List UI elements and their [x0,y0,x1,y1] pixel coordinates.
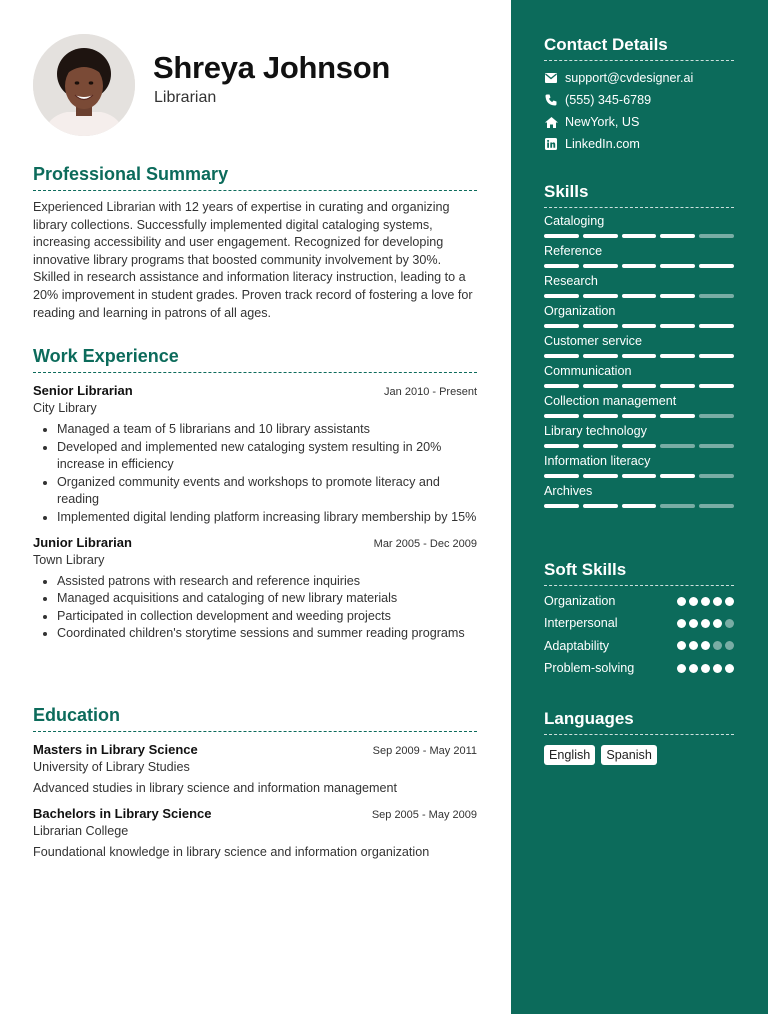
skill-level-segment [660,294,695,298]
rating-dot [701,597,710,606]
skill-level-segment [544,234,579,238]
soft-skills-list [544,590,734,679]
education-description: Foundational knowledge in library science and information organization [33,845,430,859]
skill-item [544,334,734,358]
skill-name: Organization [544,304,616,318]
skill-level-segment [583,384,618,388]
skill-name: Library technology [544,424,647,438]
rating-dot [701,641,710,650]
skill-level-segment [660,444,695,448]
skill-level-segment [660,414,695,418]
home-icon [544,115,558,129]
skill-name: Research [544,274,598,288]
soft-skill-rating [677,641,734,650]
skill-level-segment [583,234,618,238]
skill-level-segment [544,264,579,268]
experience-title: Work Experience [33,346,477,373]
phone-icon [544,93,558,107]
soft-skill-name: Interpersonal [544,616,618,631]
school-name: Librarian College [33,824,129,838]
skill-level-segment [622,294,657,298]
rating-dot [713,597,722,606]
summary-title: Professional Summary [33,164,477,191]
skill-level-segment [622,444,657,448]
rating-dot [689,641,698,650]
skill-level-segment [622,474,657,478]
candidate-name: Shreya Johnson [153,50,390,85]
job-bullet: • Coordinated children's storytime sessions and summer reading programs [57,625,477,643]
skill-level-segment [622,384,657,388]
job-entry [33,535,477,643]
skill-item [544,304,734,328]
skill-name: Collection management [544,394,677,408]
skill-level-segment [622,354,657,358]
contact-phone[interactable] [544,93,734,107]
job-bullets [33,573,477,643]
job-date: Jan 2010 - Present [384,386,477,398]
skill-level-segment [622,414,657,418]
job-title: Junior Librarian [33,534,132,550]
soft-skill-rating [677,664,734,673]
soft-skill-rating [677,597,734,606]
skill-name: Customer service [544,334,642,348]
rating-dot [677,597,686,606]
soft-skill-name: Organization [544,594,616,609]
skill-level-bar [544,414,734,418]
skill-level-bar [544,264,734,268]
skill-level-segment [660,324,695,328]
skill-item [544,424,734,448]
profile-photo [33,34,135,136]
rating-dot [677,641,686,650]
soft-skill-item [544,635,734,657]
soft-skill-name: Problem-solving [544,661,635,676]
job-bullet: • Participated in collection development and weeding projects [57,608,477,626]
candidate-role: Librarian [154,89,217,106]
skill-item [544,244,734,268]
linkedin-text: LinkedIn.com [565,137,640,151]
skill-level-segment [660,264,695,268]
contact-section [544,35,734,151]
job-title: Senior Librarian [33,383,133,398]
skill-item [544,364,734,388]
job-bullet: • Organized community events and workshops to promote literacy and reading [57,474,477,509]
degree-title: Masters in Library Science [33,742,198,757]
rating-dot [725,641,734,650]
language-tag: Spanish [601,745,657,765]
rating-dot [713,619,722,628]
skill-level-bar [544,324,734,328]
rating-dot [677,619,686,628]
skill-level-segment [544,324,579,328]
rating-dot [725,597,734,606]
rating-dot [689,597,698,606]
education-entry [33,742,477,795]
skill-name: Cataloging [544,214,605,228]
school-name: University of Library Studies [33,760,190,774]
job-organization: City Library [33,401,97,415]
skill-level-segment [660,474,695,478]
skill-level-segment [544,294,579,298]
education-date: Sep 2005 - May 2009 [371,809,477,821]
education-section [33,705,477,859]
skill-level-segment [583,414,618,418]
skill-level-segment [622,264,657,268]
skill-level-segment [699,264,734,268]
rating-dot [725,664,734,673]
languages-section [544,709,734,765]
skill-level-bar [544,234,734,238]
education-description: Advanced studies in library science and information management [33,781,398,795]
sidebar [511,0,768,1014]
soft-skill-item [544,657,734,679]
skills-section [544,182,734,508]
skill-level-segment [699,354,734,358]
rating-dot [713,664,722,673]
skill-level-bar [544,444,734,448]
location-text: NewYork, US [565,115,640,129]
languages-title: Languages [544,709,734,735]
skill-name: Communication [544,364,632,378]
skill-level-segment [583,354,618,358]
rating-dot [689,619,698,628]
degree-title: Bachelors in Library Science [33,806,212,821]
skill-level-segment [660,234,695,238]
skill-level-bar [544,384,734,388]
job-bullet: • Developed and implemented new cataloging system resulting in 20% increase in efficiency [57,439,477,474]
job-bullet: • Managed acquisitions and cataloging of new library materials [57,590,477,608]
rating-dot [713,641,722,650]
job-bullet: • Managed a team of 5 librarians and 10 library assistants [57,421,477,439]
skill-level-segment [544,414,579,418]
rating-dot [689,664,698,673]
skill-level-segment [622,504,657,508]
soft-skill-rating [677,619,734,628]
linkedin-icon [544,137,558,151]
skill-level-segment [583,504,618,508]
job-bullets [33,421,477,527]
soft-skill-name: Adaptability [544,638,610,653]
skill-level-bar [544,504,734,508]
skill-item [544,454,734,478]
skill-level-segment [583,324,618,328]
phone-text: (555) 345-6789 [565,93,652,107]
skill-level-segment [544,504,579,508]
soft-skills-title: Soft Skills [544,560,734,586]
contact-email[interactable] [544,71,734,85]
skill-level-segment [583,474,618,478]
job-entry [33,383,477,527]
job-bullet: • Assisted patrons with research and reference inquiries [57,573,477,591]
skill-level-segment [699,234,734,238]
skill-level-segment [699,294,734,298]
skills-list [544,214,734,508]
soft-skills-section [544,560,734,679]
skill-level-bar [544,474,734,478]
contact-title: Contact Details [544,35,734,61]
job-date: Mar 2005 - Dec 2009 [373,537,477,550]
soft-skill-item [544,590,734,612]
experience-section [33,346,477,643]
language-tag: English [544,745,595,765]
rating-dot [725,619,734,628]
skill-level-segment [699,414,734,418]
skill-level-segment [583,294,618,298]
skill-level-segment [660,504,695,508]
education-entry [33,806,477,859]
summary-section [33,164,477,322]
rating-dot [701,664,710,673]
skill-level-segment [544,474,579,478]
skill-item [544,274,734,298]
skill-item [544,214,734,238]
email-text: support@cvdesigner.ai [565,71,694,85]
summary-text: Experienced Librarian with 12 years of expertise in curating and organizing library collections. Successfully implemented digital cataloging systems, increasing accessibility and user engagement. Recognized for developing innovative library programs that boosted community involvement by 30%. Skilled in research assistance and information literacy instruction, leading to a 20% improvement in student grades. Proven track record of fostering a love for reading and learning in patrons of all ages. [33,200,473,320]
education-date: Sep 2009 - May 2011 [372,745,477,757]
skill-level-bar [544,294,734,298]
skill-name: Information literacy [544,454,651,468]
skill-level-segment [660,354,695,358]
skill-name: Reference [544,244,603,258]
skill-level-segment [622,324,657,328]
skill-level-segment [583,444,618,448]
skill-level-bar [544,354,734,358]
skills-title: Skills [544,182,734,208]
job-organization: Town Library [33,552,105,567]
languages-list [544,745,734,765]
skill-level-segment [583,264,618,268]
skill-level-segment [544,384,579,388]
skill-level-segment [699,324,734,328]
education-title: Education [33,705,477,732]
contact-location [544,115,734,129]
skill-level-segment [660,384,695,388]
envelope-icon [544,71,558,85]
skill-level-segment [699,444,734,448]
skill-level-segment [544,444,579,448]
skill-level-segment [699,504,734,508]
contact-linkedin[interactable] [544,137,734,151]
skill-level-segment [699,384,734,388]
skill-level-segment [699,474,734,478]
soft-skill-item [544,612,734,634]
skill-level-segment [622,234,657,238]
skill-level-segment [544,354,579,358]
job-bullet: • Implemented digital lending platform increasing library membership by 15% [57,509,477,527]
skill-item [544,484,734,508]
rating-dot [677,664,686,673]
skill-item [544,394,734,418]
skill-name: Archives [544,484,593,498]
rating-dot [701,619,710,628]
